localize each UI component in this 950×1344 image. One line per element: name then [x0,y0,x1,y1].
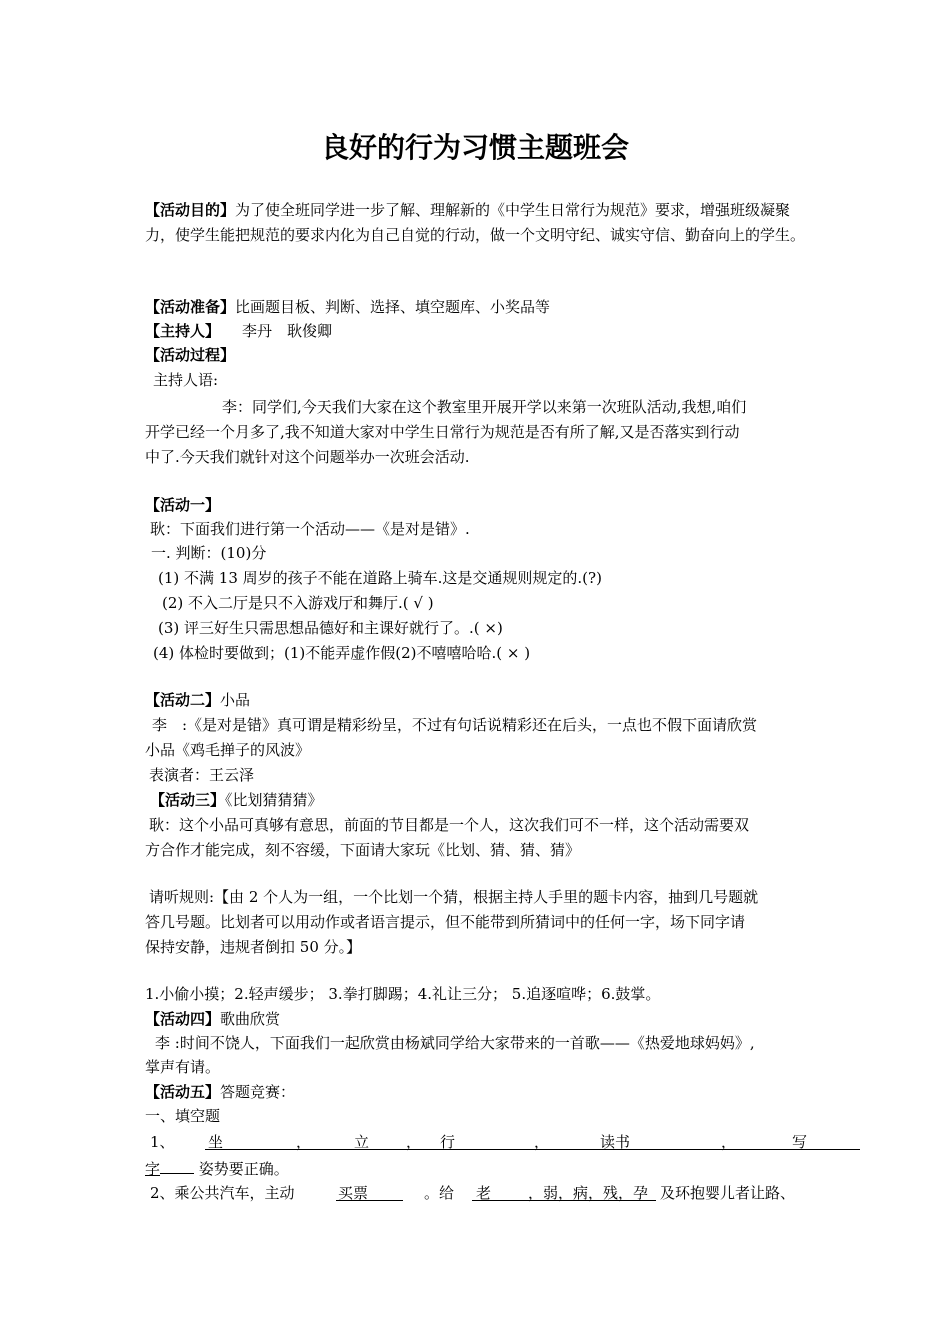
li-intro-line-1: 李：同学们,今天我们大家在这个教室里开展开学以来第一次班队活动,我想,咱们 [222,398,747,416]
purpose-paragraph [145,198,810,248]
activity3-rule-line-1: 请听规则:【由 2 个人为一组，一个比划一个猜，根据主持人手里的题卡内容，抽到几号题就 [149,888,759,906]
fill-question-1 [150,1130,815,1154]
activity3-rule-line-3: 保持安静，违规者倒扣 50 分。】 [145,938,362,956]
fill-section-title: 一、填空题 [145,1107,221,1125]
fill2-head: 2、乘公共汽车，主动 [150,1184,295,1202]
fill1-number: 1、 [150,1133,175,1151]
purpose-label: 【活动目的】 [145,201,236,219]
fill2-answer-old: 老 [476,1184,492,1202]
activity1-question-2: (2) 不入二厅是只不入游戏厅和舞厅.( √ ) [162,594,434,612]
activity2-text: 小品 [220,691,251,709]
fill1-answer-walk: 行 [440,1133,456,1151]
activity4-line [145,1007,815,1031]
activity1-question-1: (1) 不满 13 周岁的孩子不能在道路上骑车.这是交通规则规定的.(?) [158,569,602,587]
purpose-text: 为了使全班同学进一步了解、理解新的《中学生日常行为规范》要求，增强班级凝聚力，使学生能把规范的要求内化为自己自觉的行动，做一个文明守纪、诚实守信、勤奋向上的学生。 [145,201,806,244]
fill1-comma-3: ， [534,1133,550,1151]
fill1-answer-stand: 立 [354,1133,370,1151]
activity1-label: 【活动一】 [145,496,221,514]
fill1-answer-write-2: 字 [145,1160,161,1178]
host-label: 【主持人】 [145,322,221,340]
activity5-line [145,1080,815,1104]
activity2-label: 【活动二】 [145,691,221,709]
fill1-comma-4: ， [721,1133,737,1151]
fill2-answer-ticket: 买票 [338,1184,369,1202]
fill1-tail: 姿势要正确。 [198,1160,289,1178]
activity2-line [145,688,815,712]
prep-label: 【活动准备】 [145,298,236,316]
activity4-li-line-1: 李 :时间不饶人，下面我们一起欣赏由杨斌同学给大家带来的一首歌——《热爱地球妈妈》, [155,1034,755,1052]
host-speech-label: 主持人语: [153,371,219,389]
activity4-label: 【活动四】 [145,1010,221,1028]
process-label: 【活动过程】 [145,346,236,364]
page-title: 良好的行为习惯主题班会 [320,131,629,164]
activity1-question-3: (3) 评三好生只需思想品德好和主课好就行了。.( ×) [158,619,503,637]
fill1-answer-read: 读书 [600,1133,631,1151]
li-intro-line-3: 中了.今天我们就针对这个问题举办一次班会活动. [145,448,470,466]
li-intro-line-2: 开学已经一个月多了,我不知道大家对中学生日常行为规范是否有所了解,又是否落实到行动 [145,423,740,441]
fill1-trailing-blank [160,1155,194,1174]
prep-text: 比画题目板、判断、选择、填空题库、小奖品等 [235,298,551,316]
fill2-mid: 。给 [424,1184,455,1202]
activity4-li-line-2: 掌声有请。 [145,1058,221,1076]
activity4-text: 歌曲欣赏 [220,1010,281,1028]
activity1-question-4: (4) 体检时要做到；(1)不能弄虚作假(2)不嘻嘻哈哈.( × ) [153,644,531,662]
host-line [145,319,815,343]
fill1-comma-2: ， [406,1133,422,1151]
activity3-label: 【活动三】 [150,791,226,809]
activity3-line [150,788,820,812]
fill-question-1-cont [145,1155,815,1181]
activity3-geng-line-1: 耿：这个小品可真够有意思，前面的节目都是一个人，这次我们可不一样，这个活动需要双 [149,816,750,834]
fill2-tail: 及环抱婴儿者让路、 [660,1184,796,1202]
fill1-comma-1: ， [296,1133,312,1151]
fill2-answer-weak: ，弱，病，残，孕 [528,1184,649,1202]
activity3-text: 《比划猜猜猜》 [225,791,323,809]
fill-question-2 [150,1181,820,1205]
fill1-answer-write: 写 [792,1133,808,1151]
activity1-judge-heading: 一. 判断：(10)分 [151,544,267,562]
activity3-geng-line-2: 方合作才能完成，刻不容缓，下面请大家玩《比划、猜、猜、猜》 [145,841,581,859]
host-text: 李丹 耿俊卿 [242,322,333,340]
activity5-label: 【活动五】 [145,1083,221,1101]
activity2-li-line-1: 李 :《是对是错》真可谓是精彩纷呈，不过有句话说精彩还在后头，一点也不假下面请欣赏 [152,716,758,734]
activity3-rule-line-2: 答几号题。比划者可以用动作或者语言提示，但不能带到所猜词中的任何一字，场下同字请 [145,913,746,931]
activity2-performer: 表演者：王云泽 [149,766,255,784]
activity3-word-list: 1.小偷小摸；2.轻声缓步； 3.拳打脚踢；4.礼让三分； 5.追逐喧哗；6.鼓掌。 [145,985,661,1003]
activity5-text: 答题竞赛： [220,1083,296,1101]
prep-line [145,295,815,319]
activity1-intro: 耿：下面我们进行第一个活动——《是对是错》. [150,520,470,538]
activity2-li-line-2: 小品《鸡毛掸子的风波》 [145,741,311,759]
fill1-answer-sit: 坐 [208,1133,224,1151]
